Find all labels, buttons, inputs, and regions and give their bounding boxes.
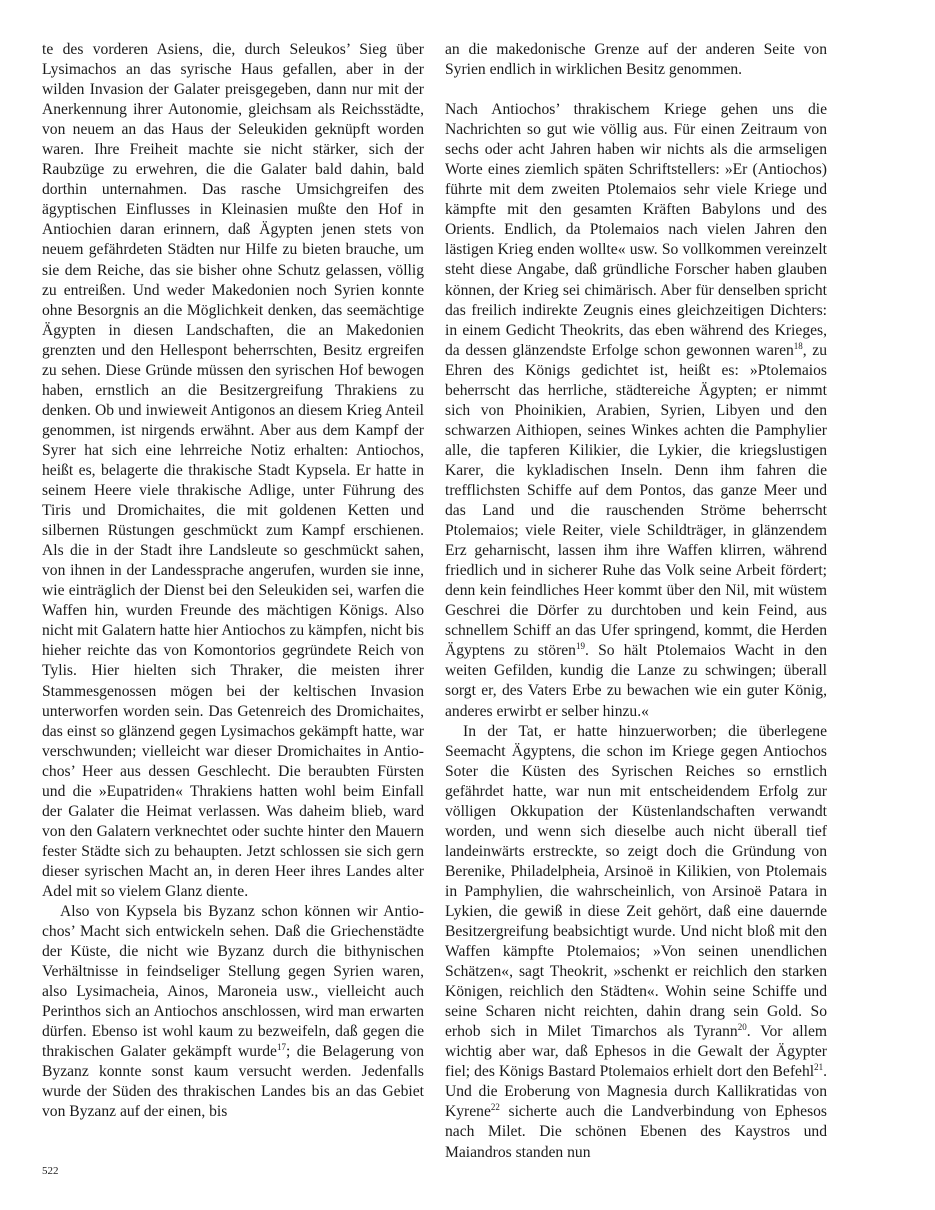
right-column (445, 40, 827, 1163)
right-paragraph-3-text-b: . Vor allem wichtig aber war, daß Ephesos in die Gewalt der Ägypter fiel; des Königs Bastard Ptolemaios erhielt dort den Befehl (445, 1023, 827, 1081)
left-paragraph-2-text-a: Also von Kypsela bis Byzanz schon können wir Antiochos’ Macht sich entwickeln sehen. Daß die Griechenstädte der Küste, die nicht wie Byzanz durch die bithynischen Verhältnisse in feindseliger Stellung gegen Syrien waren, also Lysimacheia, Ainos, Maroneia usw., vielleicht auch Perinthos sich an Antiochos anschlossen, wird man erwarten dürfen. Ebenso ist wohl kaum zu bezweifeln, daß gegen die thrakischen Galater gekämpft wurde (42, 903, 424, 1061)
right-paragraph-2 (445, 100, 827, 721)
footnote-ref-21[interactable]: 21 (814, 1062, 824, 1073)
page-number: 522 (42, 1165, 59, 1177)
right-paragraph-2-text-c: . So hält Ptolemaios Wacht in den weiten Gefilden, kundig die Lanze zu schwingen; überall sorgt er, des Vaters Erbe zu bewachen wie ein guter König, anderes erwirbt er selber hinzu.« (445, 642, 827, 720)
footnote-ref-20[interactable]: 20 (737, 1022, 747, 1033)
footnote-ref-22[interactable]: 22 (490, 1102, 500, 1113)
left-paragraph-2-text-b: ; die Belagerung von Byzanz konnte sonst kaum versucht werden. Jedenfalls wurde der Süden des thrakischen Landes bis an das Gebiet von Byzanz auf der einen, bis (42, 1043, 424, 1121)
right-paragraph-1: an die makedonische Grenze auf der anderen Seite von Syrien endlich in wirklichen Besitz genommen. (445, 41, 827, 79)
right-paragraph-2-text-a: Nach Antiochos’ thrakischem Kriege gehen uns die Nachrichten so gut wie völlig aus. Für einen Zeitraum von sechs oder acht Jahren haben wir nichts als die armseligen Worte eines ziemlich späten Schriftstellers: »Er (Antiochos) führte mit dem zweiten Ptolemaios sehr viele Kriege und kämpfte mit den gesamten Kräften Babylons und des Orients. Endlich, da Ptolemaios nach vielen Jahren den lästigen Krieg enden wollte« usw. So vollkommen vereinzelt steht diese Angabe, daß gründliche Forscher haben glauben können, der Krieg sei chimärisch. Aber für denselben spricht das freilich indirekte Zeugnis eines gleichzeitigen Dichters: in einem Gedicht Theokrits, das eben während des Krieges, da dessen glänzendste Erfolge schon gewonnen waren (445, 101, 827, 359)
right-paragraph-2-text-b: , zu Ehren des Königs gedichtet ist, heißt es: »Ptolemaios beherrscht das herrliche, städtereiche Ägypten; er nimmt sich von Phoinikien, Arabien, Syrien, Libyen und den schwarzen Aithiopen, seines Winkes achten die Pamphylier alle, die tapferen Kilikier, die Lykier, die kriegslustigen Karer, die kykladischen Inseln. Denn ihm fahren die trefflichsten Schiffe auf dem Pontos, das ganze Meer und das Land und die rauschenden Ströme beherrscht Ptolemaios; viele Reiter, viele Schildträger, in glänzendem Erz geharnischt, lassen ihm ihre Waffen klirren, während friedlich und in sicherer Ruhe das Volk seine Arbeit fördert; denn kein feindliches Heer kommt über den Nil, mit wüstem Geschrei die Dörfer zu durchtoben und kein Feind, aus schnellem Schiff an das Ufer springend, kommt, die Herden Ägyptens zu stören (445, 341, 828, 660)
footnote-ref-19[interactable]: 19 (575, 641, 585, 652)
right-paragraph-3-text-c: . Und die Eroberung von Magnesia durch Kallikratidas von Kyrene (445, 1063, 827, 1121)
footnote-ref-18[interactable]: 18 (793, 340, 803, 351)
right-paragraph-3 (445, 722, 827, 1163)
left-paragraph-1: te des vorderen Asiens, die, durch Seleukos’ Sieg über Lysimachos an das syrische Haus gefallen, aber in der wilden Invasion der Galater preisgegeben, dann nur mit der Anerkennung ihrer Autonomie, gleichsam als Reichsstädte, von neuem an das Haus der Seleukiden geknüpft worden waren. Ihre Freiheit machte sie nicht stärker, sich der Raubzüge zu erwehren, die die Galater bald dahin, bald dorthin unternahmen. Das rasche Umsichgreifen des ägyptischen Einflusses in Kleinasien mußte den Hof in Antiochien daran erinnern, daß Ägypten jenen stets von neuem gefährdeten Städten nur Hilfe zu bieten brauche, um sie dem Reiche, das sie bisher ohne Schutz gelassen, völlig zu entreißen. Und weder Makedonien noch Syrien konnte ohne Besorgnis an die Möglichkeit denken, das seemächtige Ägypten in diesen Landschaften, die an Makedonien grenzten und den Hellespont beherrschten, Besitz ergreifen zu sehen. Diese Gründe müssen den syrischen Hof bewogen haben, ernstlich an die Besitzergreifung Thrakiens zu denken. Ob und inwieweit Antigonos an diesem Krieg Anteil genommen, ist nirgends erwähnt. Aber aus dem Kampf der Syrer hat sich eine lehrreiche Notiz erhalten: Antiochos, heißt es, belagerte die thrakische Stadt Kypsela. Er hatte in seinem Heere viele thrakische Adlige, unter Führung des Tiris und Dromichaites, die mit goldenen Ketten und silbernen Rüstungen geschmückt zum Kampf erschienen. Als die in der Stadt ihre Landsleute so geschmückt sahen, von ihnen in der Landessprache angerufen, wurden sie inne, wie einträglich der Dienst bei den Seleukiden sei, warfen die Waffen hin, wurden Freunde des mächtigen Königs. Also nicht mit Galatern hatte hier Antiochos zu kämpfen, nicht bis hieher reichte das von Komontorios gegründete Reich von Tylis. Hier hielten sich Thraker, die meisten ihrer Stammesgenossen mögen bei der keltischen Invasion unterworfen worden sein. Das Getenreich des Dromichaites, das einst so glänzend gegen Lysimachos gekämpft hatte, war verschwunden; vielleicht war dieser Dromichaites in Antiochos’ Heer aus dessen Geschlecht. Die beraubten Fürsten und die »Eupatriden« Thrakiens hatten wohl beim Einfall der Galater die Heimat verlassen. Was daheim blieb, ward von den Galatern verknechtet oder suchte hinter den Mauern fester Städte sich zu behaupten. Jetzt schlossen sie sich gern dieser syrischen Macht an, in deren Heer ihres Landes alter Adel mit so vielem Glanz diente. (42, 41, 424, 900)
left-column (42, 40, 424, 1123)
right-paragraph-3-text-a: In der Tat, er hatte hinzuerworben; die überlegene Seemacht Ägyptens, die schon im Kriege gegen Antiochos Soter die Küsten des Syrischen Reiches so ernstlich gefährdet hatte, war nun mit entscheidendem Erfolg zur völligen Okkupation der Küstenlandschaften verwandt worden, und wenn sich dieselbe auch nicht überall tief landeinwärts erstreckte, so zeigt doch die Gründung von Berenike, Philadelpheia, Arsinoë in Kilikien, von Ptolemais in Pamphylien, die wahrscheinlich, von Arsinoë Patara in Lykien, die gewiß in diese Zeit gehört, daß eine dauernde Besitzergreifung beabsichtigt wurde. Und nicht bloß mit den Waffen kämpfte Ptolemaios; »Von seinen unendlichen Schätzen«, sagt Theokrit, »schenkt er reichlich den starken Königen, reichlich den Städten«. Wohin seine Schiffe und seine Scharen nicht reichten, dahin drang sein Gold. So erhob sich in Milet Timarchos als Tyrann (445, 722, 827, 1041)
left-paragraph-2 (42, 902, 424, 1123)
right-paragraph-3-text-d: sicherte auch die Landverbindung von Ephesos nach Milet. Die schönen Ebenen des Kaystros und Maiandros standen nun (445, 1103, 827, 1161)
footnote-ref-17[interactable]: 17 (276, 1042, 286, 1053)
